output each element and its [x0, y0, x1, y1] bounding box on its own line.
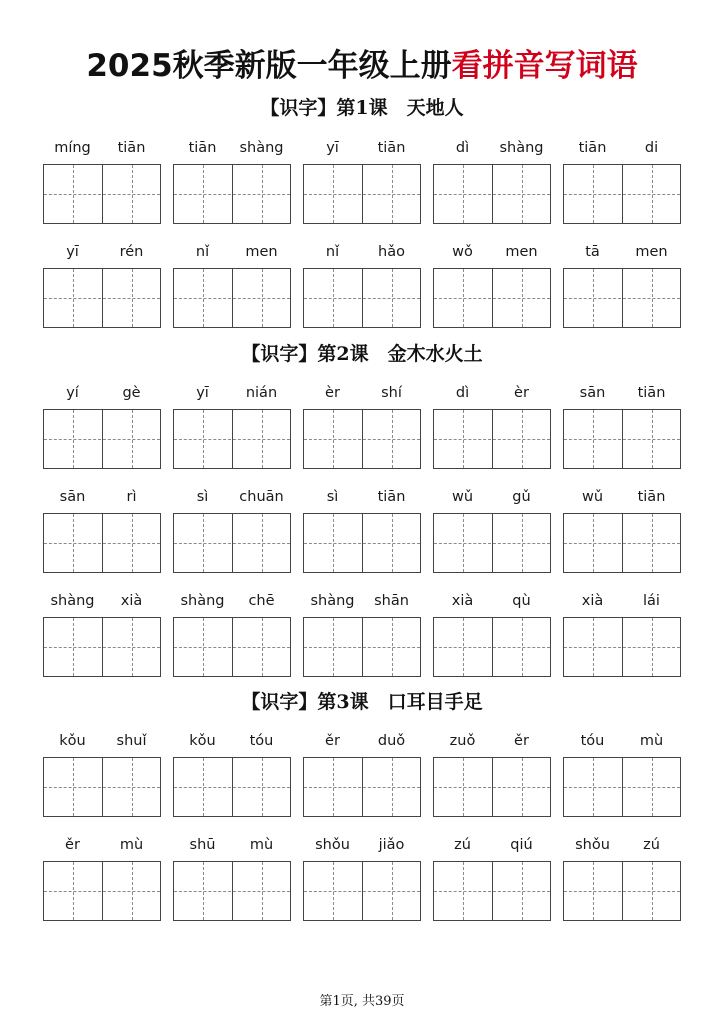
- pinyin-label: chuān: [239, 489, 284, 505]
- writing-grid[interactable]: [303, 617, 421, 677]
- pinyin-label: yī: [326, 140, 339, 156]
- word-group: [173, 835, 291, 921]
- word-group: [303, 731, 421, 817]
- writing-grid[interactable]: [433, 409, 551, 469]
- grid-guide-line: [132, 165, 133, 223]
- word-group: [563, 591, 681, 677]
- pinyin-label: tiān: [188, 140, 217, 156]
- grid-guide-line: [522, 269, 523, 327]
- grid-guide-line: [522, 410, 523, 468]
- grid-guide-line: [463, 758, 464, 816]
- grid-guide-line: [132, 618, 133, 676]
- grid-guide-line: [392, 269, 393, 327]
- pinyin-label: xià: [581, 593, 604, 609]
- word-group: [173, 242, 291, 328]
- grid-guide-line: [652, 618, 653, 676]
- grid-divider: [492, 758, 493, 816]
- pinyin-label: men: [245, 244, 278, 260]
- grid-guide-line: [73, 618, 74, 676]
- grid-divider: [622, 269, 623, 327]
- pinyin-label: men: [505, 244, 538, 260]
- grid-divider: [102, 410, 103, 468]
- writing-grid[interactable]: [43, 861, 161, 921]
- pinyin-label: ěr: [325, 733, 340, 749]
- grid-guide-line: [262, 758, 263, 816]
- grid-guide-line: [593, 165, 594, 223]
- grid-guide-line: [333, 618, 334, 676]
- pinyin-label: sì: [326, 489, 339, 505]
- word-group: [173, 487, 291, 573]
- pinyin-label: shàng: [499, 140, 544, 156]
- writing-grid[interactable]: [433, 513, 551, 573]
- pinyin-label: hǎo: [378, 244, 405, 260]
- lesson-heading: 【识字】第1课 天地人: [260, 97, 464, 119]
- grid-guide-line: [593, 862, 594, 920]
- pinyin-label: qù: [512, 593, 531, 609]
- pinyin-label: wǒ: [452, 244, 473, 260]
- pinyin-label: yí: [66, 385, 79, 401]
- grid-divider: [232, 618, 233, 676]
- grid-guide-line: [463, 618, 464, 676]
- grid-guide-line: [392, 410, 393, 468]
- pinyin-label: shǒu: [315, 837, 350, 853]
- word-group: [433, 242, 551, 328]
- grid-divider: [362, 514, 363, 572]
- pinyin-label: tiān: [637, 489, 666, 505]
- grid-divider: [232, 758, 233, 816]
- grid-guide-line: [593, 618, 594, 676]
- writing-grid[interactable]: [173, 861, 291, 921]
- pinyin-label: shǒu: [575, 837, 610, 853]
- writing-grid[interactable]: [173, 164, 291, 224]
- pinyin-label: kǒu: [59, 733, 86, 749]
- grid-divider: [492, 514, 493, 572]
- grid-guide-line: [262, 862, 263, 920]
- grid-divider: [492, 165, 493, 223]
- grid-guide-line: [132, 862, 133, 920]
- grid-guide-line: [262, 165, 263, 223]
- grid-guide-line: [132, 269, 133, 327]
- grid-guide-line: [652, 165, 653, 223]
- grid-guide-line: [463, 269, 464, 327]
- pinyin-label: ěr: [65, 837, 80, 853]
- grid-guide-line: [73, 165, 74, 223]
- pinyin-label: tóu: [580, 733, 605, 749]
- grid-guide-line: [522, 758, 523, 816]
- grid-guide-line: [392, 514, 393, 572]
- grid-guide-line: [73, 269, 74, 327]
- grid-guide-line: [203, 165, 204, 223]
- word-group: [563, 835, 681, 921]
- grid-guide-line: [73, 514, 74, 572]
- word-group: [173, 731, 291, 817]
- pinyin-label: yī: [196, 385, 209, 401]
- pinyin-label: ěr: [514, 733, 529, 749]
- grid-guide-line: [203, 514, 204, 572]
- grid-guide-line: [132, 514, 133, 572]
- writing-grid[interactable]: [43, 164, 161, 224]
- grid-guide-line: [262, 618, 263, 676]
- grid-guide-line: [203, 410, 204, 468]
- word-group: [173, 138, 291, 224]
- word-group: [43, 138, 161, 224]
- pinyin-label: chē: [248, 593, 275, 609]
- pinyin-label: zú: [454, 837, 471, 853]
- grid-guide-line: [132, 410, 133, 468]
- page-footer: 第1页, 共39页: [319, 994, 405, 1009]
- word-group: [563, 242, 681, 328]
- pinyin-label: èr: [514, 385, 529, 401]
- grid-guide-line: [463, 514, 464, 572]
- grid-guide-line: [593, 269, 594, 327]
- pinyin-label: xià: [451, 593, 474, 609]
- writing-grid[interactable]: [433, 268, 551, 328]
- writing-grid[interactable]: [173, 617, 291, 677]
- word-group: [563, 487, 681, 573]
- grid-guide-line: [463, 165, 464, 223]
- grid-divider: [492, 410, 493, 468]
- writing-grid[interactable]: [563, 861, 681, 921]
- word-group: [433, 487, 551, 573]
- pinyin-label: men: [635, 244, 668, 260]
- grid-guide-line: [652, 862, 653, 920]
- writing-grid[interactable]: [433, 757, 551, 817]
- pinyin-label: tā: [585, 244, 600, 260]
- grid-guide-line: [522, 165, 523, 223]
- word-group: [433, 591, 551, 677]
- grid-guide-line: [392, 862, 393, 920]
- writing-grid[interactable]: [173, 268, 291, 328]
- pinyin-label: rén: [119, 244, 144, 260]
- pinyin-label: shí: [381, 385, 402, 401]
- grid-guide-line: [262, 514, 263, 572]
- grid-divider: [102, 758, 103, 816]
- writing-grid[interactable]: [43, 409, 161, 469]
- pinyin-label: dì: [455, 140, 470, 156]
- grid-divider: [102, 618, 103, 676]
- pinyin-label: yī: [66, 244, 79, 260]
- grid-guide-line: [333, 269, 334, 327]
- page-title: [0, 46, 724, 86]
- grid-guide-line: [392, 758, 393, 816]
- grid-guide-line: [262, 269, 263, 327]
- pinyin-label: wǔ: [581, 489, 604, 505]
- word-group: [173, 591, 291, 677]
- writing-grid[interactable]: [433, 164, 551, 224]
- writing-grid[interactable]: [563, 513, 681, 573]
- grid-guide-line: [203, 758, 204, 816]
- writing-grid[interactable]: [563, 268, 681, 328]
- word-group: [303, 383, 421, 469]
- word-group: [433, 383, 551, 469]
- grid-guide-line: [522, 514, 523, 572]
- writing-grid[interactable]: [563, 164, 681, 224]
- grid-divider: [622, 758, 623, 816]
- writing-grid[interactable]: [303, 164, 421, 224]
- grid-guide-line: [463, 862, 464, 920]
- pinyin-label: míng: [54, 140, 91, 156]
- pinyin-label: tóu: [249, 733, 274, 749]
- lesson-heading: 【识字】第3课 口耳目手足: [241, 691, 483, 713]
- pinyin-label: tiān: [117, 140, 146, 156]
- pinyin-label: gǔ: [512, 489, 531, 505]
- pinyin-label: gè: [122, 385, 141, 401]
- word-group: [433, 835, 551, 921]
- writing-grid[interactable]: [303, 757, 421, 817]
- word-group: [563, 138, 681, 224]
- pinyin-label: shuǐ: [116, 733, 147, 749]
- grid-divider: [362, 269, 363, 327]
- pinyin-label: nǐ: [325, 244, 340, 260]
- grid-divider: [102, 514, 103, 572]
- pinyin-label: shàng: [180, 593, 225, 609]
- word-group: [43, 242, 161, 328]
- grid-divider: [622, 862, 623, 920]
- pinyin-label: dì: [455, 385, 470, 401]
- grid-guide-line: [652, 758, 653, 816]
- pinyin-label: shàng: [50, 593, 95, 609]
- grid-guide-line: [333, 165, 334, 223]
- grid-guide-line: [73, 862, 74, 920]
- title-highlight: 看拼音写词语: [451, 48, 638, 84]
- grid-divider: [622, 618, 623, 676]
- word-group: [303, 138, 421, 224]
- word-group: [563, 731, 681, 817]
- grid-guide-line: [522, 618, 523, 676]
- grid-divider: [232, 410, 233, 468]
- writing-grid[interactable]: [173, 513, 291, 573]
- grid-guide-line: [652, 514, 653, 572]
- writing-grid[interactable]: [173, 757, 291, 817]
- grid-guide-line: [333, 758, 334, 816]
- writing-grid[interactable]: [43, 757, 161, 817]
- pinyin-label: tiān: [377, 489, 406, 505]
- writing-grid[interactable]: [303, 268, 421, 328]
- grid-guide-line: [392, 618, 393, 676]
- writing-grid[interactable]: [43, 513, 161, 573]
- pinyin-label: sān: [59, 489, 86, 505]
- grid-guide-line: [333, 410, 334, 468]
- pinyin-label: qiú: [510, 837, 533, 853]
- pinyin-label: mù: [639, 733, 664, 749]
- pinyin-label: di: [644, 140, 659, 156]
- writing-grid[interactable]: [433, 861, 551, 921]
- word-group: [173, 383, 291, 469]
- lesson-heading: 【识字】第2课 金木水火土: [241, 343, 483, 365]
- writing-grid[interactable]: [563, 409, 681, 469]
- grid-divider: [362, 758, 363, 816]
- pinyin-label: shān: [374, 593, 409, 609]
- writing-grid[interactable]: [563, 617, 681, 677]
- grid-guide-line: [522, 862, 523, 920]
- writing-grid[interactable]: [303, 861, 421, 921]
- grid-guide-line: [652, 410, 653, 468]
- pinyin-label: tiān: [637, 385, 666, 401]
- grid-divider: [102, 165, 103, 223]
- grid-guide-line: [593, 410, 594, 468]
- word-group: [433, 138, 551, 224]
- pinyin-label: duǒ: [377, 733, 406, 749]
- writing-grid[interactable]: [433, 617, 551, 677]
- word-group: [43, 835, 161, 921]
- grid-guide-line: [262, 410, 263, 468]
- grid-guide-line: [593, 514, 594, 572]
- writing-grid[interactable]: [303, 513, 421, 573]
- grid-divider: [622, 410, 623, 468]
- grid-divider: [362, 165, 363, 223]
- grid-divider: [362, 410, 363, 468]
- pinyin-label: mù: [249, 837, 274, 853]
- grid-divider: [232, 165, 233, 223]
- grid-guide-line: [203, 618, 204, 676]
- grid-guide-line: [593, 758, 594, 816]
- grid-divider: [102, 862, 103, 920]
- writing-grid[interactable]: [303, 409, 421, 469]
- pinyin-label: tiān: [377, 140, 406, 156]
- pinyin-label: tiān: [578, 140, 607, 156]
- word-group: [43, 731, 161, 817]
- pinyin-label: xià: [120, 593, 143, 609]
- grid-divider: [622, 165, 623, 223]
- grid-guide-line: [203, 862, 204, 920]
- pinyin-label: rì: [126, 489, 137, 505]
- word-group: [303, 242, 421, 328]
- grid-divider: [232, 862, 233, 920]
- pinyin-label: shàng: [239, 140, 284, 156]
- pinyin-label: jiǎo: [378, 837, 405, 853]
- pinyin-label: zuǒ: [449, 733, 476, 749]
- title-main: 2025秋季新版一年级上册: [86, 48, 452, 84]
- word-group: [433, 731, 551, 817]
- pinyin-label: kǒu: [189, 733, 216, 749]
- word-group: [43, 591, 161, 677]
- word-group: [563, 383, 681, 469]
- grid-guide-line: [463, 410, 464, 468]
- writing-grid[interactable]: [173, 409, 291, 469]
- word-group: [43, 487, 161, 573]
- grid-guide-line: [333, 514, 334, 572]
- pinyin-label: shū: [189, 837, 216, 853]
- grid-divider: [492, 862, 493, 920]
- word-group: [303, 487, 421, 573]
- word-group: [303, 835, 421, 921]
- pinyin-label: sān: [579, 385, 606, 401]
- grid-divider: [622, 514, 623, 572]
- grid-guide-line: [652, 269, 653, 327]
- grid-divider: [362, 618, 363, 676]
- grid-divider: [232, 269, 233, 327]
- writing-grid[interactable]: [43, 268, 161, 328]
- grid-divider: [232, 514, 233, 572]
- pinyin-label: lái: [643, 593, 660, 609]
- grid-divider: [102, 269, 103, 327]
- grid-guide-line: [73, 758, 74, 816]
- grid-divider: [492, 269, 493, 327]
- pinyin-label: nián: [245, 385, 278, 401]
- pinyin-label: sì: [196, 489, 209, 505]
- word-group: [303, 591, 421, 677]
- pinyin-label: zú: [643, 837, 660, 853]
- grid-guide-line: [392, 165, 393, 223]
- pinyin-label: èr: [325, 385, 340, 401]
- grid-guide-line: [203, 269, 204, 327]
- grid-divider: [362, 862, 363, 920]
- writing-grid[interactable]: [563, 757, 681, 817]
- grid-guide-line: [333, 862, 334, 920]
- grid-guide-line: [132, 758, 133, 816]
- grid-divider: [492, 618, 493, 676]
- pinyin-label: mù: [119, 837, 144, 853]
- pinyin-label: wǔ: [451, 489, 474, 505]
- writing-grid[interactable]: [43, 617, 161, 677]
- word-group: [43, 383, 161, 469]
- grid-guide-line: [73, 410, 74, 468]
- pinyin-label: nǐ: [195, 244, 210, 260]
- pinyin-label: shàng: [310, 593, 355, 609]
